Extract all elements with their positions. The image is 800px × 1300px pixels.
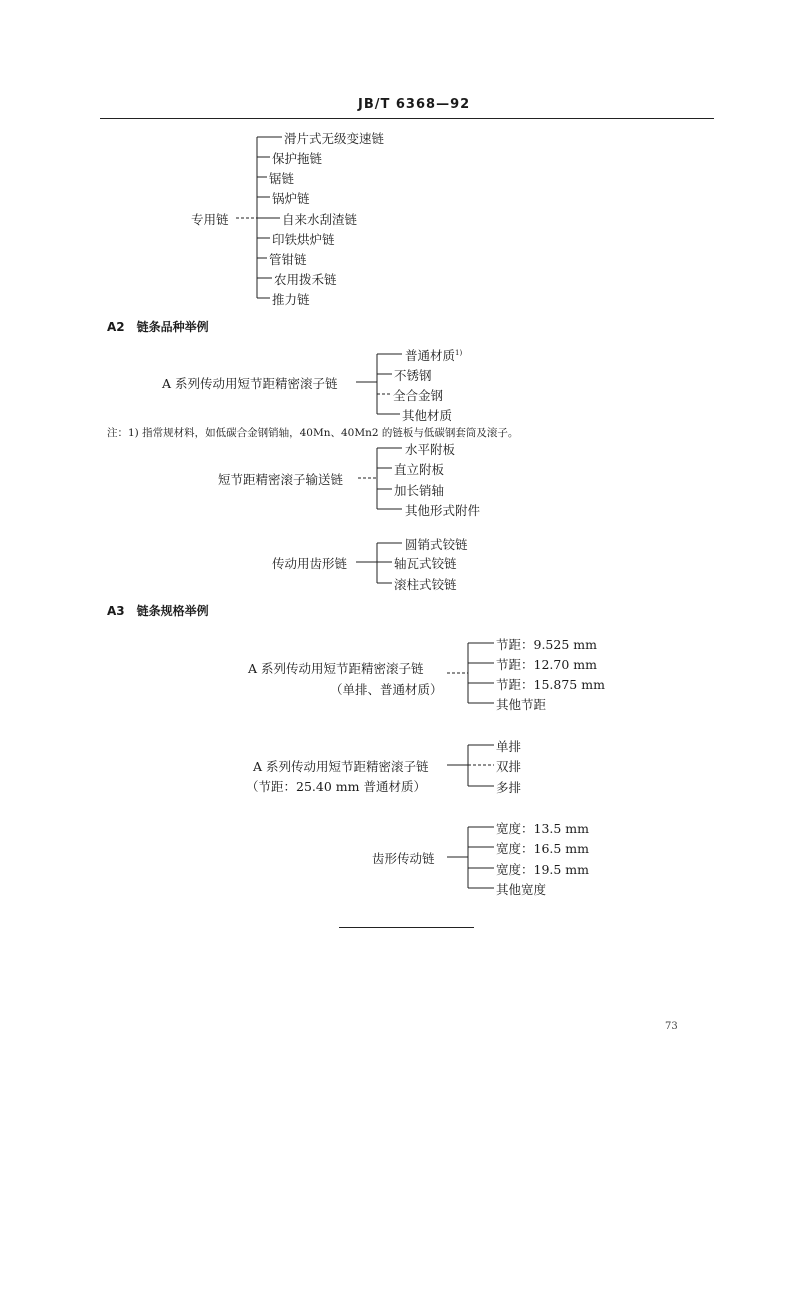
tree-leaf: 锯链	[269, 171, 295, 186]
section-title-a2: A2 链条品种举例	[107, 320, 209, 334]
tree-leaf: 保护拖链	[272, 151, 323, 166]
tree-root: 短节距精密滚子输送链	[218, 472, 344, 487]
tree-leaf: 不锈钢	[394, 368, 432, 383]
tree-leaf: 滚柱式铰链	[394, 577, 457, 592]
tree-leaf: 其他材质	[402, 408, 453, 423]
end-rule	[339, 927, 474, 928]
tree-root: A 系列传动用短节距精密滚子链	[253, 759, 429, 774]
tree-leaf: 双排	[496, 759, 522, 774]
tree-root-special-chain: 专用链	[191, 212, 229, 227]
tree-leaf: 单排	[496, 739, 522, 754]
tree-leaf: 节距：9.525 mm	[496, 637, 597, 652]
tree-leaf: 印铁烘炉链	[272, 232, 335, 247]
page-number: 73	[665, 1021, 678, 1032]
tree-leaf: 普通材质$^{1)}$	[405, 348, 463, 363]
tree-leaf: 加长销轴	[394, 483, 445, 498]
tree-root: 传动用齿形链	[272, 556, 348, 571]
tree-leaf: 多排	[496, 780, 522, 795]
standard-code-header: JB/T 6368—92	[358, 97, 471, 112]
tree-root-sub: （单排、普通材质）	[330, 682, 443, 697]
tree-leaf: 推力链	[272, 292, 310, 307]
tree-leaf: 圆销式铰链	[405, 537, 468, 552]
tree-leaf: 农用拨禾链	[274, 272, 337, 287]
tree-leaf: 管钳链	[269, 252, 307, 267]
tree-leaf: 锅炉链	[272, 191, 310, 206]
section-title-a3: A3 链条规格举例	[107, 604, 209, 618]
tree-root: 齿形传动链	[372, 851, 435, 866]
tree-leaf: 全合金钢	[393, 388, 444, 403]
tree-leaf: 节距：12.70 mm	[496, 657, 597, 672]
tree-root: A 系列传动用短节距精密滚子链	[248, 661, 424, 676]
tree-leaf: 宽度：16.5 mm	[496, 841, 590, 856]
tree-leaf: 宽度：19.5 mm	[496, 862, 590, 877]
tree-leaf: 宽度：13.5 mm	[496, 821, 590, 836]
tree-leaf: 节距：15.875 mm	[496, 677, 605, 692]
footnote-text: 注：1) 指常规材料，如低碳合金钢销轴，40Mn、40Mn2 的链板与低碳钢套筒及滚子。	[107, 427, 519, 439]
tree-leaf: 自来水刮渣链	[282, 212, 358, 227]
tree-leaf: 其他形式附件	[405, 503, 481, 518]
tree-leaf: 直立附板	[394, 462, 445, 477]
tree-leaf: 其他节距	[496, 697, 547, 712]
tree-leaf: 水平附板	[405, 442, 456, 457]
tree-leaf: 滑片式无级变速链	[284, 131, 385, 146]
tree-leaf: 轴瓦式铰链	[394, 556, 457, 571]
tree-root-sub: （节距：25.40 mm 普通材质）	[246, 779, 426, 794]
tree-leaf: 其他宽度	[496, 882, 547, 897]
footnote-mark: 1)	[455, 348, 463, 357]
tree-root: A 系列传动用短节距精密滚子链	[162, 376, 338, 391]
